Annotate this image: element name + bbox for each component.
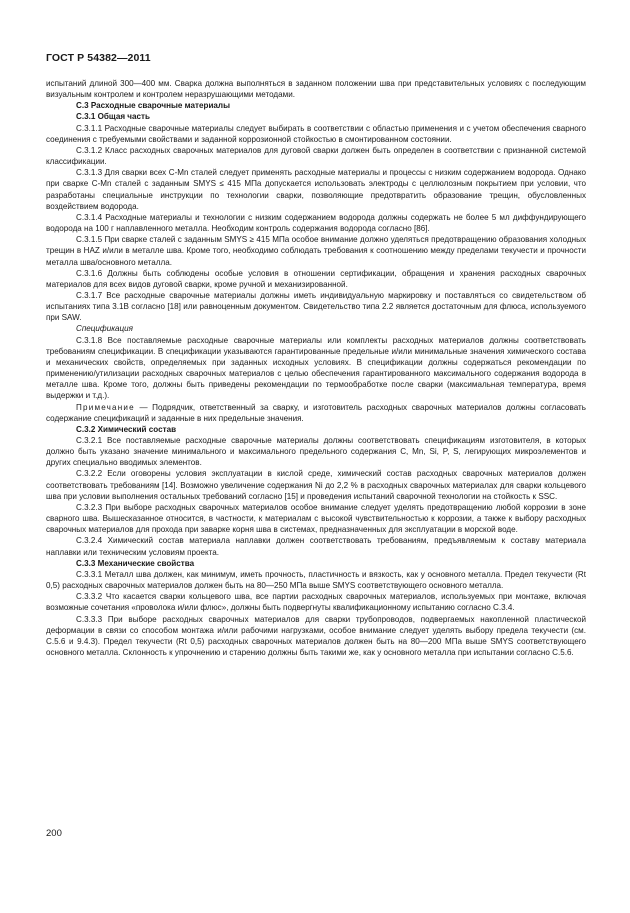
paragraph: испытаний длиной 300—400 мм. Сварка должна выполняться в заданном положении шва при представительных условиях с последующим визуальным контролем и контролем неразрушающими методами. — [46, 79, 586, 100]
paragraph: С.3.1.5 При сварке сталей с заданным SMYS ≥ 415 МПа особое внимание должно уделяться предотвращению образования холодных трещин в HAZ и/или в металле шва. Кроме того, необходимо соблюдать требования к соотношению между пределами текучести и прочности металла шва/основного металла. — [46, 235, 586, 267]
paragraph: С.3.3.1 Металл шва должен, как минимум, иметь прочность, пластичность и вязкость, как у основного металла. Предел текучести (Rt 0,5) расходных сварочных материалов должен быть на 80—250 МПа выше SMYS соответствующего основного металла. — [46, 569, 586, 591]
section-heading: С.3 Расходные сварочные материалы — [76, 101, 230, 111]
document-body — [46, 78, 586, 658]
subsection-heading: С.3.2 Химический состав — [76, 424, 177, 434]
italic-subheading: Спецификация — [76, 324, 133, 334]
paragraph: С.3.1.2 Класс расходных сварочных материалов для дуговой сварки должен быть определен в соответствии с признанной системой классификации. — [46, 145, 586, 167]
page-number: 200 — [46, 828, 62, 839]
paragraph: С.3.1.6 Должны быть соблюдены особые условия в отношении сертификации, обращения и хранения расходных сварочных материалов для всех видов дуговой сварки, кроме ручной и механизированной. — [46, 268, 586, 289]
paragraph: С.3.1.1 Расходные сварочные материалы следует выбирать в соответствии с областью применения и с учетом обеспечения сварного соединения с требуемыми свойствами и заданной коррозионной стойкостью в смонтированном состоянии. — [46, 123, 586, 144]
paragraph: С.3.3.2 Что касается сварки кольцевого шва, все партии расходных сварочных материалов, используемых при монтаже, включая возможные сочетания «проволока и/или флюс», должны быть подвергнуты квалификационному испытанию согласно С.3.4. — [46, 592, 586, 613]
paragraph: С.3.2.2 Если оговорены условия эксплуатации в кислой среде, химический состав расходных сварочных материалов должен соответствовать требованиям [14]. Возможно увеличение содержания Ni до 2,2 % в расходных сварочных материалах для сварки кольцевого шва при условии выполнения остальных требований согласно [15] и проведения испытаний сварочной технологии на стойкость к SSC. — [46, 469, 586, 501]
paragraph: С.3.1.4 Расходные материалы и технологии с низким содержанием водорода должны содержать не более 5 мл диффундирующего водорода на 100 г наплавленного металла. Необходим контроль содержания водорода согласно [86]. — [46, 212, 586, 234]
note-label: Примечание — [76, 402, 135, 412]
subsection-heading: С.3.1 Общая часть — [76, 112, 150, 122]
page-header: ГОСТ Р 54382—2011 — [46, 52, 151, 64]
subsection-heading: С.3.3 Механические свойства — [76, 558, 195, 568]
note-text: — Подрядчик, ответственный за сварку, и изготовитель расходных сварочных материалов должны согласовать содержание спецификаций и заданные в них предельные значения. — [46, 402, 586, 423]
paragraph: С.3.1.3 Для сварки всех С-Mn сталей следует применять расходные материалы и процессы с низким содержанием водорода. Однако при сварке С-Mn сталей с заданным SMYS ≤ 415 МПа допускается использовать электроды с целлюлозным покрытием при условии, что разработаны специальные инструкции по технологии сварки, позволяющие предотвратить образование трещин, обусловленных воздействием водорода. — [46, 168, 586, 211]
paragraph: С.3.1.7 Все расходные сварочные материалы должны иметь индивидуальную маркировку и поставляться со свидетельством об испытаниях типа 3.1В согласно [18] или равноценным документом. Свидетельство типа 2.2 является достаточным для флюса, используемого при SAW. — [46, 290, 586, 323]
paragraph: С.3.3.3 При выборе расходных сварочных материалов для сварки трубопроводов, подвергаемых накопленной пластической деформации в связи со способом монтажа и/или рабочими нагрузками, особое внимание следует уделять выбору предела текучести (см. С.5.6 и 9.4.3). Предел текучести (Rt 0,5) расходных сварочных материалов должен быть на 80—200 МПа выше SMYS соответствующего основного металла. Склонность к упрочнению и старению должны быть такими же, как у основного металла при испытании согласно С.5.6. — [46, 614, 586, 657]
note — [46, 402, 586, 424]
paragraph: С.3.1.8 Все поставляемые расходные сварочные материалы или комплекты расходных материалов должны соответствовать требованиям спецификации. В спецификации указываются гарантированные предельные и/или минимальные значения химического состава и механических свойств, определяемых при заданных исходных условиях. В спецификации должны содержаться рекомендации по применению/утилизации расходных сварочных материалов с целью обеспечения гарантированного максимального содержания водорода в металле шва. Кроме того, должны быть приведены рекомендации по термообработке после сварки (максимальная температура, время выдержки и т.д.). — [46, 335, 586, 401]
paragraph: С.3.2.4 Химический состав материала наплавки должен соответствовать требованиям, предъявляемым к составу материала наплавки или техническим условиям проекта. — [46, 536, 586, 557]
paragraph: С.3.2.3 При выборе расходных сварочных материалов особое внимание следует уделять предотвращению любой коррозии в зоне сварного шва. Вышесказанное относится, в частности, к материалам с высокой чувствительностью к коррозии, а также к выбору расходных сварочных материалов для прохода при заварке корня шва в системах, предназначенных для эксплуатации в морской воде. — [46, 502, 586, 535]
paragraph: С.3.2.1 Все поставляемые расходные сварочные материалы должны соответствовать спецификациям изготовителя, в которых должно быть указано значение минимального и максимального предельного содержания С, Mn, Si, P, S, легирующих микроэлементов и других специально вводимых элементов. — [46, 436, 586, 468]
